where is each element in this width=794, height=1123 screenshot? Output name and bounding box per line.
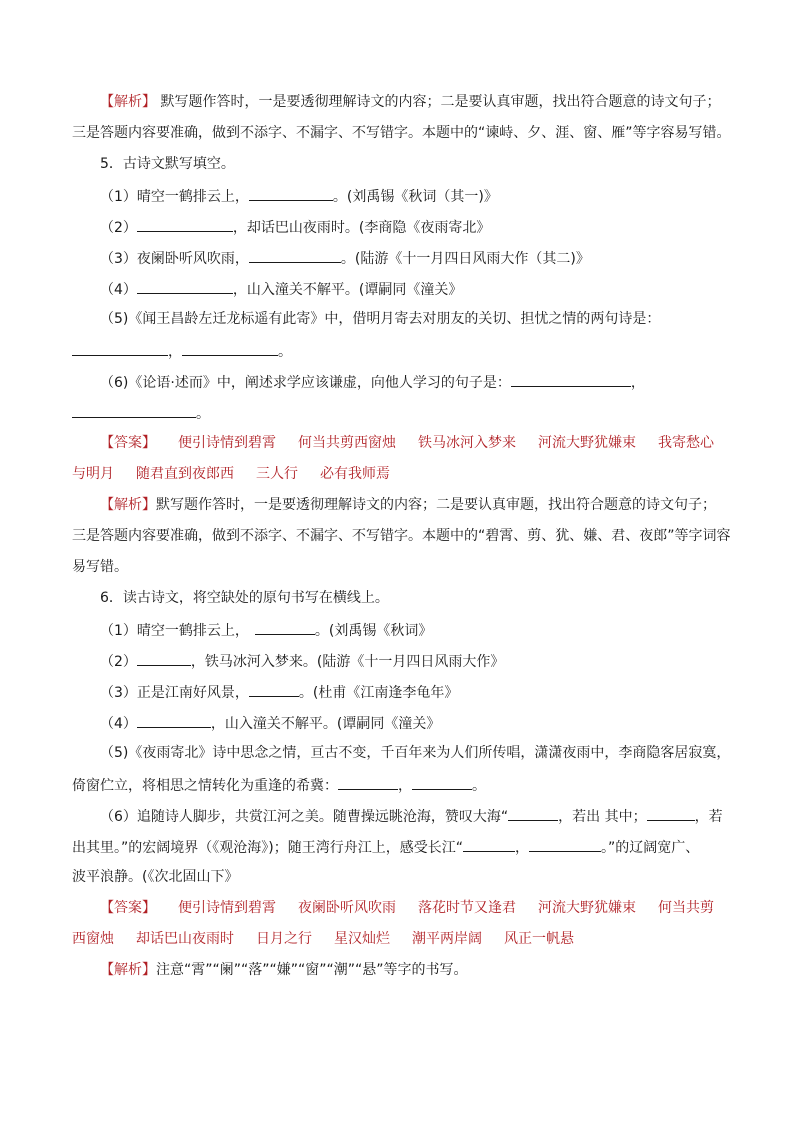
analysis-text: 注意“霄”“阑”“落”“嫌”“窗”“潮”“悬”等字的书写。 xyxy=(156,962,468,978)
answer-blank[interactable] xyxy=(249,247,341,263)
analysis-line xyxy=(72,123,734,143)
answer-item: 三人行 xyxy=(256,466,298,482)
answer-item: 夜阑卧听风吹雨 xyxy=(298,900,396,916)
answer-blank[interactable] xyxy=(508,805,558,821)
answer-blank[interactable] xyxy=(463,836,515,852)
answer-blank[interactable] xyxy=(529,836,601,852)
answer-item: 随君直到夜郎西 xyxy=(136,466,234,482)
item-text: （6)《论语·述而》中，阐述求学应该谦虚，向他人学习的句子是： xyxy=(100,375,511,391)
item-text: 。(杜甫《江南逢李龟年》 xyxy=(298,685,459,701)
analysis-text: 三是答题内容要准确，做到不添字、不漏字、不写错字。本题中的“谏峙、夕、涯、窗、雁”等字容易写错。 xyxy=(72,125,731,141)
q6-item-2 xyxy=(72,650,734,670)
answer-blank[interactable] xyxy=(137,216,233,232)
analysis-line xyxy=(72,557,734,577)
answer-item: 却话巴山夜雨时 xyxy=(136,931,234,947)
answer-tag: 【答案】 xyxy=(100,435,156,451)
answer-blank[interactable] xyxy=(511,371,631,387)
item-text: （1）晴空一鹤排云上， xyxy=(100,623,249,639)
answer-item: 便引诗情到碧霄 xyxy=(178,900,276,916)
q6-item-5-blanks xyxy=(72,774,734,794)
q6-answer-row-1 xyxy=(72,898,734,918)
answer-item: 河流大野犹嫌束 xyxy=(538,900,636,916)
analysis-text: 三是答题内容要准确，做到不添字、不漏字、不写错字。本题中的“碧霄、剪、犹、嫌、君、夜郎”等字词容 xyxy=(72,528,731,544)
item-text: ， xyxy=(398,778,412,794)
answer-blank[interactable] xyxy=(338,774,398,790)
q5-item-5 xyxy=(72,309,734,329)
q6-item-6 xyxy=(72,805,734,825)
item-text: （4） xyxy=(100,282,137,298)
item-text: 。(陆游《十一月四日风雨大作（其二)》 xyxy=(340,251,590,267)
item-text: 。(刘禹锡《秋词（其一)》 xyxy=(332,189,498,205)
answer-item: 必有我师焉 xyxy=(320,466,390,482)
answer-item: 我寄愁心 xyxy=(658,435,714,451)
q5-item-5-blanks xyxy=(72,340,734,360)
answer-item: 何当共剪 xyxy=(658,900,714,916)
q6-item-4 xyxy=(72,712,734,732)
answer-item: 便引诗情到碧霄 xyxy=(178,435,276,451)
item-text: ，山入潼关不解平。(谭嗣同《潼关》 xyxy=(232,282,463,298)
question-6-title: 6．读古诗文，将空缺处的原句书写在横线上。 xyxy=(100,590,389,606)
q6-answer-row-2 xyxy=(72,929,734,949)
answer-item: 西窗烛 xyxy=(72,931,114,947)
q5-item-2 xyxy=(72,216,734,236)
q5-item-6-blanks xyxy=(72,402,734,422)
q6-item-6-line-3 xyxy=(72,867,734,887)
q5-answer-row-2 xyxy=(72,464,734,484)
question-title xyxy=(72,588,734,608)
answer-item: 风正一帆悬 xyxy=(504,931,574,947)
item-text: ， xyxy=(514,840,529,856)
item-text: ，若出 其中； xyxy=(558,809,647,825)
answer-blank[interactable] xyxy=(137,278,233,294)
question-title xyxy=(72,154,734,174)
item-text: （5)《夜雨寄北》诗中思念之情，亘古不变，千百年来为人们所传唱，潇潇夜雨中，李商隐客居寂寞， xyxy=(100,745,731,761)
q6-item-5 xyxy=(72,743,734,763)
answer-item: 星汉灿烂 xyxy=(334,931,390,947)
answer-blank[interactable] xyxy=(137,650,191,666)
item-text: （2） xyxy=(100,654,137,670)
q5-item-1 xyxy=(72,185,734,205)
analysis-text: 默写题作答时，一是要透彻理解诗文的内容；二是要认真审题，找出符合题意的诗文句子； xyxy=(156,94,721,110)
analysis-line xyxy=(72,960,734,980)
item-text: ，却话巴山夜雨时。(李商隐《夜雨寄北》 xyxy=(232,220,491,236)
item-text: ，若 xyxy=(694,809,723,825)
item-text: （1）晴空一鹤排云上， xyxy=(100,189,249,205)
answer-blank[interactable] xyxy=(647,805,695,821)
answer-item: 落花时节又逢君 xyxy=(418,900,516,916)
item-text: 。(刘禹锡《秋词》 xyxy=(314,623,433,639)
answer-item: 河流大野犹嫌束 xyxy=(538,435,636,451)
item-text: （5)《闻王昌龄左迁龙标遥有此寄》中，借明月寄去对朋友的关切、担忧之情的两句诗是： xyxy=(100,311,661,327)
analysis-tag: 【解析】 xyxy=(100,94,156,110)
analysis-tag: 【解析】 xyxy=(100,497,156,513)
answer-item: 铁马冰河入梦来 xyxy=(418,435,516,451)
answer-item: 何当共剪西窗烛 xyxy=(298,435,396,451)
item-text: 波平浪静。(《次北固山下》 xyxy=(72,869,239,885)
analysis-text: 默写题作答时，一是要透彻理解诗文的内容；二是要认真审题，找出符合题意的诗文句子； xyxy=(156,497,716,513)
q6-item-3 xyxy=(72,681,734,701)
answer-blank[interactable] xyxy=(182,340,278,356)
item-text: ， xyxy=(630,375,645,391)
answer-blank[interactable] xyxy=(255,619,315,635)
item-text: （6）追随诗人脚步，共赏江河之美。随曹操远眺沧海，赞叹大海“ xyxy=(100,809,509,825)
item-text: （3）正是江南好风景， xyxy=(100,685,249,701)
q5-item-4 xyxy=(72,278,734,298)
answer-blank[interactable] xyxy=(72,402,196,418)
question-5-title: 5．古诗文默写填空。 xyxy=(100,156,235,172)
analysis-tag: 【解析】 xyxy=(100,962,156,978)
answer-blank[interactable] xyxy=(249,681,299,697)
item-text: （4） xyxy=(100,716,137,732)
analysis-line xyxy=(72,92,734,112)
q6-item-6-line-2 xyxy=(72,836,734,856)
q5-item-3 xyxy=(72,247,734,267)
answer-blank[interactable] xyxy=(137,712,211,728)
item-text: ， xyxy=(168,344,182,360)
answer-item: 潮平两岸阔 xyxy=(412,931,482,947)
answer-item: 与明月 xyxy=(72,466,114,482)
document-page xyxy=(72,92,734,991)
analysis-line xyxy=(72,526,734,546)
item-text: 。 xyxy=(196,406,210,422)
item-text: （2） xyxy=(100,220,137,236)
item-text: ，山入潼关不解平。(谭嗣同《潼关》 xyxy=(210,716,441,732)
item-text: ，铁马冰河入梦来。(陆游《十一月四日风雨大作》 xyxy=(190,654,505,670)
item-text: 倚窗伫立，将相思之情转化为重逢的希冀： xyxy=(72,778,338,794)
answer-blank[interactable] xyxy=(412,774,472,790)
item-text: 出其里。”的宏阔境界（《观沧海》)；随王湾行舟江上，感受长江“ xyxy=(72,840,463,856)
item-text: 。 xyxy=(278,344,292,360)
analysis-text: 易写错。 xyxy=(72,559,128,575)
item-text: （3）夜阑卧听风吹雨， xyxy=(100,251,249,267)
answer-item: 日月之行 xyxy=(256,931,312,947)
item-text: 。”的辽阔宽广、 xyxy=(600,840,700,856)
analysis-line xyxy=(72,495,734,515)
q6-item-1 xyxy=(72,619,734,639)
answer-blank[interactable] xyxy=(72,340,168,356)
answer-blank[interactable] xyxy=(249,185,333,201)
q5-item-6 xyxy=(72,371,734,391)
item-text: 。 xyxy=(472,778,486,794)
answer-tag: 【答案】 xyxy=(100,900,156,916)
q5-answer-row-1 xyxy=(72,433,734,453)
